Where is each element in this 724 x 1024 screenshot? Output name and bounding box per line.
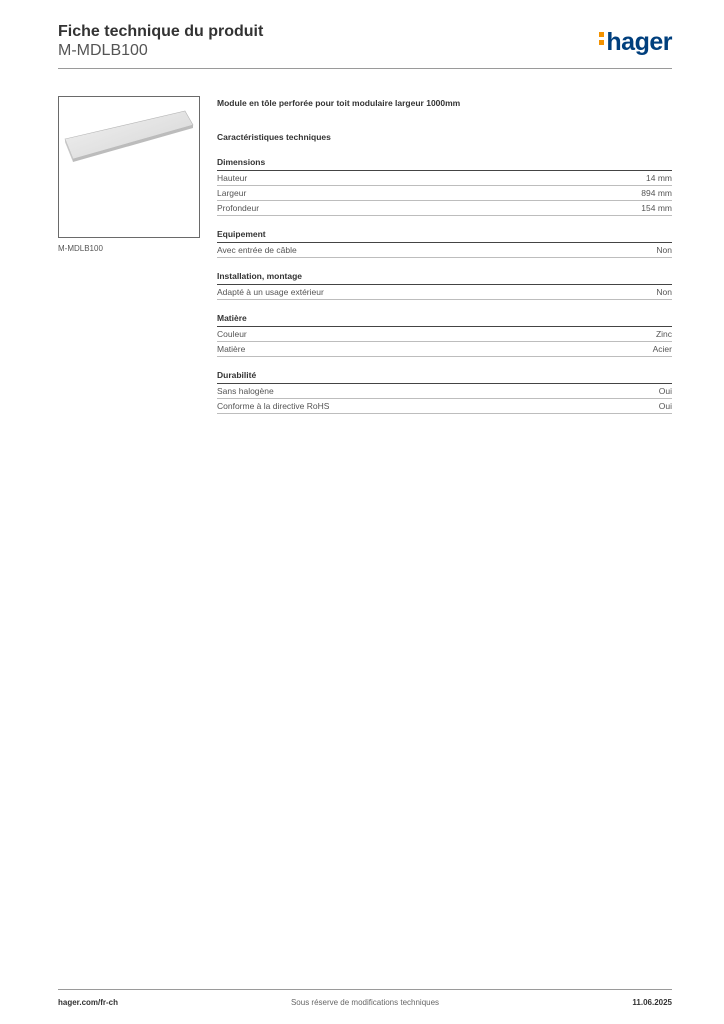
spec-label: Couleur <box>217 329 247 339</box>
hager-logo <box>599 28 672 57</box>
logo-text: hager <box>606 28 672 56</box>
footer-disclaimer: Sous réserve de modifications techniques <box>290 998 440 1007</box>
section-title: Dimensions <box>217 156 672 171</box>
spec-value: Oui <box>658 386 672 396</box>
specs-heading: Caractéristiques techniques <box>217 132 331 142</box>
footer-website-link[interactable]: hager.com/fr-ch <box>58 998 119 1007</box>
page-header <box>58 22 672 60</box>
product-reference: M-MDLB100 <box>58 42 148 59</box>
spec-value: Oui <box>658 401 672 411</box>
spec-label: Matière <box>217 344 246 354</box>
spec-row <box>217 171 672 186</box>
footer-divider <box>58 989 672 990</box>
spec-row <box>217 285 672 300</box>
spec-value: Zinc <box>655 329 672 339</box>
spec-value: Acier <box>652 344 672 354</box>
spec-row <box>217 342 672 357</box>
spec-content <box>217 96 672 414</box>
section-title: Durabilité <box>217 369 672 384</box>
section-durabilite <box>217 369 672 414</box>
logo-dots-icon <box>599 29 605 48</box>
spec-value: 154 mm <box>641 203 672 213</box>
spec-row <box>217 384 672 399</box>
spec-value: Non <box>656 287 672 297</box>
image-caption: M-MDLB100 <box>58 244 103 253</box>
spec-value: 894 mm <box>641 188 672 198</box>
spec-label: Profondeur <box>217 203 260 213</box>
spec-row <box>217 243 672 258</box>
spec-value: 14 mm <box>646 173 672 183</box>
section-dimensions <box>217 156 672 216</box>
spec-value: Non <box>656 245 672 255</box>
spec-label: Avec entrée de câble <box>217 245 297 255</box>
product-image <box>58 96 200 238</box>
section-title: Installation, montage <box>217 270 672 285</box>
page-title: Fiche technique du produit <box>58 23 264 40</box>
spec-label: Sans halogène <box>217 386 274 396</box>
spec-row <box>217 399 672 414</box>
spec-label: Conforme à la directive RoHS <box>217 401 330 411</box>
header-divider <box>58 68 672 69</box>
product-description: Module en tôle perforée pour toit modulaire largeur 1000mm <box>217 98 461 108</box>
section-title: Matière <box>217 312 672 327</box>
spec-label: Hauteur <box>217 173 248 183</box>
section-installation <box>217 270 672 300</box>
spec-row <box>217 186 672 201</box>
section-title: Equipement <box>217 228 672 243</box>
spec-label: Largeur <box>217 188 247 198</box>
perforated-sheet-icon <box>59 97 199 237</box>
spec-row <box>217 327 672 342</box>
section-matiere <box>217 312 672 357</box>
spec-label: Adapté à un usage extérieur <box>217 287 324 297</box>
section-equipement <box>217 228 672 258</box>
footer-date: 11.06.2025 <box>632 998 672 1007</box>
spec-row <box>217 201 672 216</box>
